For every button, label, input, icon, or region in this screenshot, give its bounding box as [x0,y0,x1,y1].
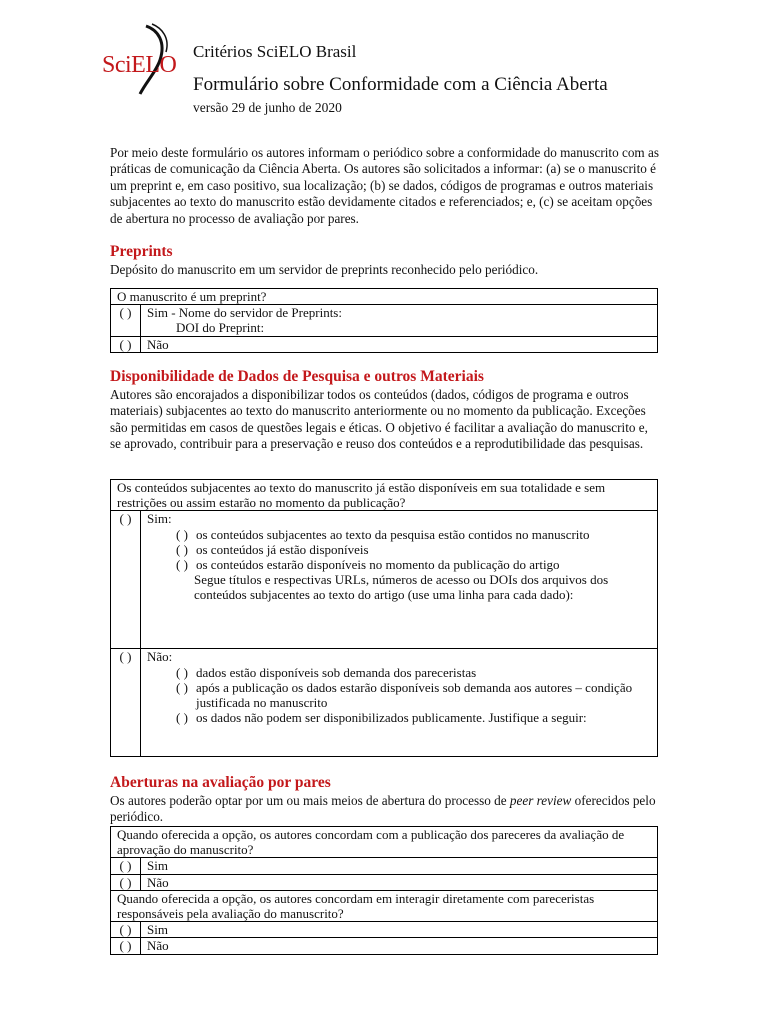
data-no-option-2-checkbox[interactable]: ( ) [176,679,188,695]
table-row [111,305,658,336]
option-label: os dados não podem ser disponibilizados publicamente. Justifique a seguir: [196,710,587,726]
data-table [110,479,658,757]
list-item [147,527,657,542]
table-row [111,289,658,305]
option-label: os conteúdos subjacentes ao texto da pesquisa estão contidos no manuscrito [196,526,590,542]
option-label: após a publicação os dados estarão disponíveis sob demanda aos autores – condição justificada no manuscrito [196,679,633,711]
table-row [111,827,658,858]
version-date: versão 29 de junho de 2020 [193,100,342,115]
peer-question-2: Quando oferecida a opção, os autores concordam em interagir diretamente com pareceristas responsáveis pela avaliação do manuscrito? [111,890,658,921]
peer-q1-yes-checkbox[interactable]: ( ) [111,858,141,874]
peer-q2-no-checkbox[interactable]: ( ) [111,938,141,954]
list-item [147,557,657,572]
data-yes-option-1-checkbox[interactable]: ( ) [176,526,188,542]
table-row [111,336,658,352]
form-title: Formulário sobre Conformidade com a Ciência Aberta [193,74,608,95]
peer-q1-no-checkbox[interactable]: ( ) [111,874,141,890]
table-row [111,922,658,938]
table-row [111,649,658,757]
preprint-no-label: Não [141,336,658,352]
intro-paragraph: Por meio deste formulário os autores informam o periódico sobre a conformidade do manuscrito com as práticas de comunicação da Ciência Aberta. Os autores são solicitados a informar: (a) se o manuscrito é um preprint e, em caso positivo, sua localização; (b) se dados, códigos de programas e outros materiais subjacentes ao texto do manuscrito estão devidamente citados e referenciados; e, (c) se aceitam opções de abertura no processo de avaliação por pares. [110,145,659,226]
desc-text: Os autores poderão optar por um ou mais meios de abertura do processo de [110,793,510,808]
option-label: dados estão disponíveis sob demanda dos pareceristas [196,664,477,680]
table-row [111,874,658,890]
option-label: os conteúdos já estão disponíveis [196,541,369,557]
data-no-option-3-checkbox[interactable]: ( ) [176,710,188,726]
table-row [111,480,658,511]
header-title: Critérios SciELO Brasil [193,42,357,61]
list-item [147,665,657,680]
logo-text: SciELO [102,52,177,78]
data-no-option-1-checkbox[interactable]: ( ) [176,664,188,680]
data-yes-option-3-checkbox[interactable]: ( ) [176,557,188,573]
list-item [147,680,657,710]
peer-q2-yes-label: Sim [141,922,658,938]
peer-review-table [110,826,658,955]
data-question: Os conteúdos subjacentes ao texto do manuscrito já estão disponíveis em sua totalidade e sem restrições ou assim estarão no momento da publicação? [111,480,658,511]
list-item [147,542,657,557]
peer-q2-yes-checkbox[interactable]: ( ) [111,922,141,938]
preprint-server-label: Sim - Nome do servidor de Preprints: [147,305,342,321]
preprint-no-checkbox[interactable]: ( ) [111,336,141,352]
peer-review-description [110,793,660,826]
desc-italic: peer review [509,793,572,808]
peer-q1-no-label: Não [141,874,658,890]
option-label: os conteúdos estarão disponíveis no momento da publicação do artigo [196,557,560,573]
data-heading: Disponibilidade de Dados de Pesquisa e outros Materiais [110,368,484,385]
data-no-label: Não: [147,649,173,665]
scielo-logo [100,22,180,98]
peer-q1-yes-label: Sim [141,858,658,874]
preprint-question: O manuscrito é um preprint? [111,289,658,305]
data-description: Autores são encorajados a disponibilizar todos os conteúdos (dados, códigos de programa e outros materiais) subjacentes ao texto do manuscrito anteriormente ou no momento da publicação. Exceções são permitidas em casos de questões legais e éticas. O objetivo é facilitar a avaliação do manuscrito e, se aprovado, contribuir para a preservação e reuso dos conteúdos e a reprodutibilidade das pesquisas. [110,387,648,452]
data-no-checkbox[interactable]: ( ) [111,649,141,757]
data-yes-label: Sim: [147,511,172,527]
preprint-table [110,288,658,353]
desc-text: oferecidos pelo periódico. [110,793,656,825]
preprint-doi-label: DOI do Preprint: [176,320,265,336]
data-yes-option-2-checkbox[interactable]: ( ) [176,541,188,557]
table-row [111,858,658,874]
preprints-description: Depósito do manuscrito em um servidor de preprints reconhecido pelo periódico. [110,262,539,277]
preprints-heading: Preprints [110,243,173,260]
data-yes-checkbox[interactable]: ( ) [111,511,141,649]
peer-review-heading: Aberturas na avaliação por pares [110,774,331,791]
list-item [147,710,657,725]
peer-q2-no-label: Não [141,938,658,954]
table-row [111,890,658,921]
preprint-yes-checkbox[interactable]: ( ) [111,305,141,336]
data-yes-note: Segue títulos e respectivas URLs, números de acesso ou DOIs dos arquivos dos conteúdos subjacentes ao texto do artigo (use uma linha para cada dado): [194,572,609,603]
peer-question-1: Quando oferecida a opção, os autores concordam com a publicação dos pareceres da avaliação de aprovação do manuscrito? [111,827,658,858]
table-row [111,511,658,649]
table-row [111,938,658,954]
